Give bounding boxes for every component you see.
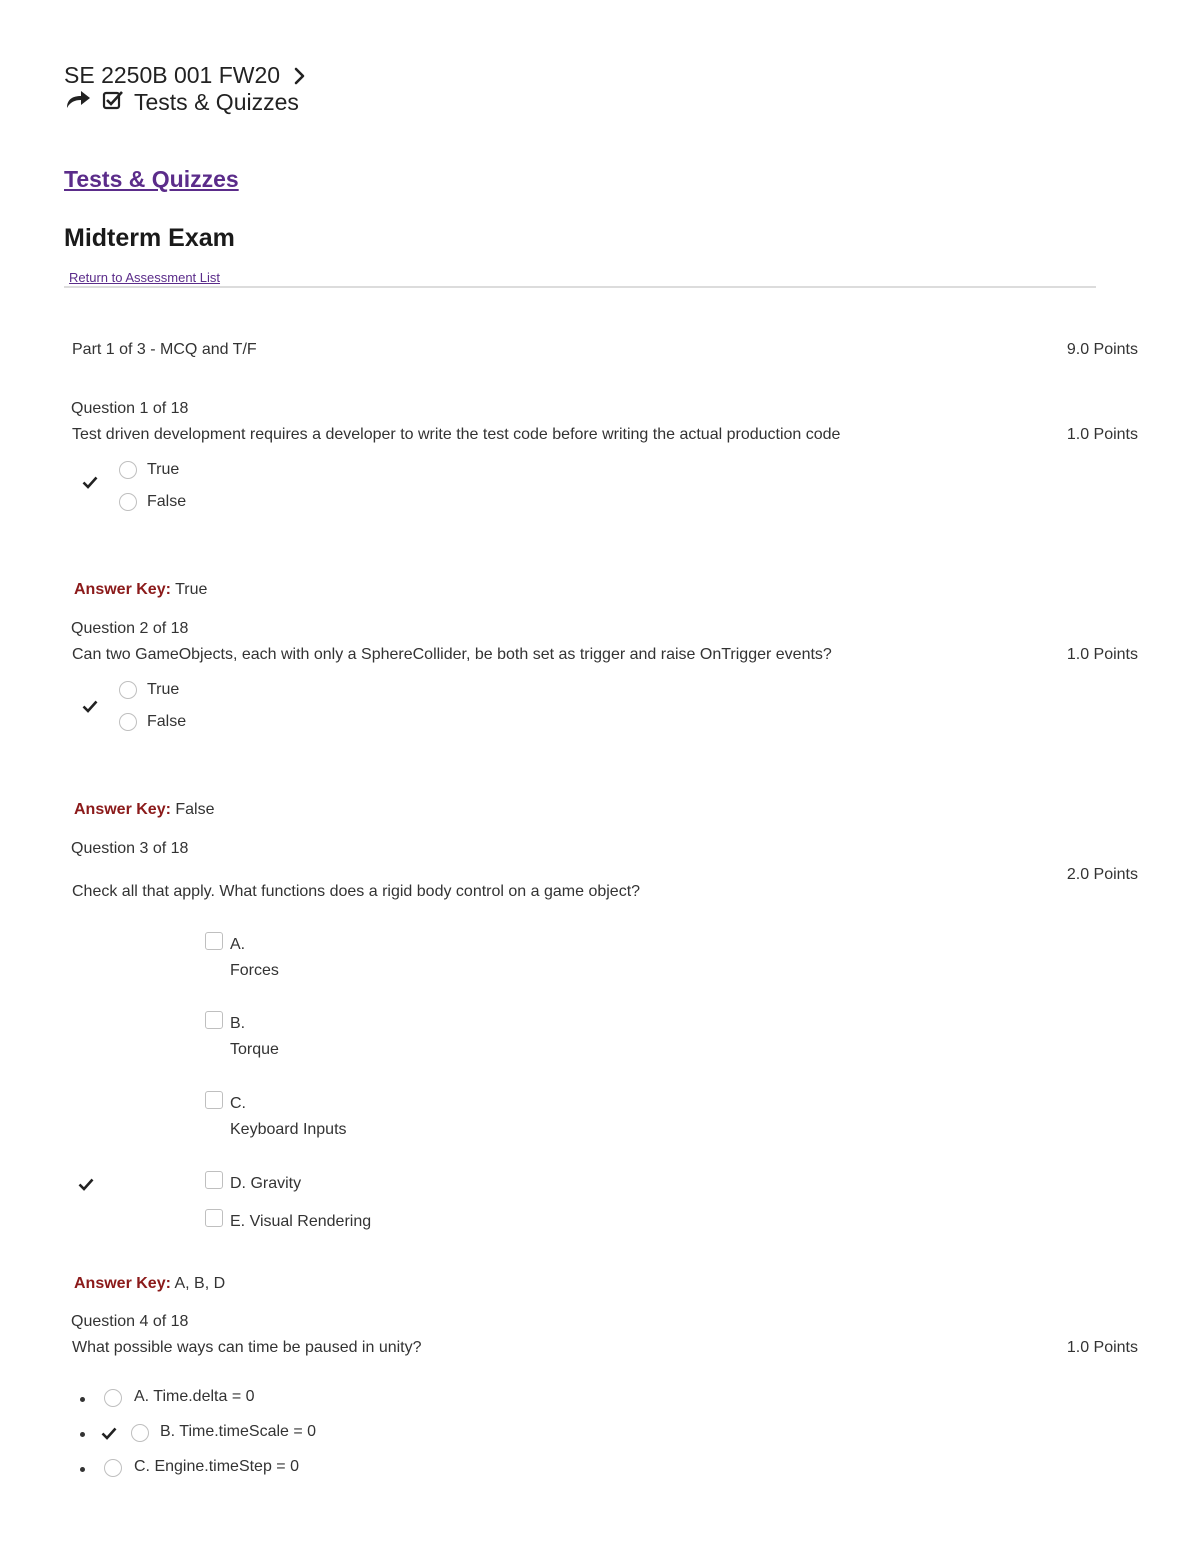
tool-title[interactable]: Tests & Quizzes	[134, 88, 299, 115]
share-arrow-icon	[64, 88, 92, 116]
q4-option-a-label: A. Time.delta = 0	[134, 1388, 255, 1405]
q2-text: Can two GameObjects, each with only a SphereCollider, be both set as trigger and raise OnTrigger events?	[72, 646, 832, 663]
q3-option-e-label: E. Visual Rendering	[230, 1213, 372, 1230]
answer-key-value: True	[175, 581, 208, 598]
q3-option-b-letter: B.	[230, 1015, 246, 1032]
checkmark-icon	[101, 1427, 117, 1440]
return-to-assessment-list-link[interactable]: Return to Assessment List	[69, 270, 221, 285]
answer-key-label: Answer Key:	[74, 1275, 171, 1292]
answer-key-value: A, B, D	[174, 1275, 226, 1292]
answer-key-label: Answer Key:	[74, 581, 171, 598]
breadcrumb-site	[64, 62, 306, 89]
part-title: Part 1 of 3 - MCQ and T/F	[72, 341, 257, 358]
q1-answer-key	[74, 581, 207, 599]
q2-answer-key	[74, 801, 215, 819]
q1-header: Question 1 of 18	[71, 400, 189, 417]
q2-option-false-label: False	[147, 713, 187, 730]
q3-option-a-letter: A.	[230, 936, 246, 953]
q2-header: Question 2 of 18	[71, 620, 189, 637]
answer-key-label: Answer Key:	[74, 801, 171, 818]
checkmark-icon	[78, 1178, 94, 1191]
q2-option-true-radio[interactable]	[119, 681, 137, 699]
q4-points: 1.0 Points	[1066, 1339, 1138, 1356]
q2-option-true-label: True	[147, 681, 180, 698]
q2-points: 1.0 Points	[1066, 646, 1138, 663]
q1-option-false-radio[interactable]	[119, 493, 137, 511]
q4-text: What possible ways can time be paused in unity?	[72, 1339, 422, 1356]
q4-header: Question 4 of 18	[71, 1313, 189, 1330]
q1-text: Test driven development requires a developer to write the test code before writing the actual production code	[72, 426, 841, 443]
q3-answer-key	[74, 1275, 225, 1293]
q3-option-c-text: Keyboard Inputs	[230, 1121, 347, 1138]
tests-quizzes-link[interactable]: Tests & Quizzes	[64, 166, 239, 192]
q1-option-false-label: False	[147, 493, 187, 510]
q4-option-a-radio[interactable]	[104, 1389, 122, 1407]
q3-header: Question 3 of 18	[71, 840, 189, 857]
q3-option-b-checkbox[interactable]	[205, 1011, 223, 1029]
q3-option-d-label: D. Gravity	[230, 1175, 302, 1192]
breadcrumb-tool	[64, 88, 299, 116]
q4-option-b-radio[interactable]	[131, 1424, 149, 1442]
list-bullet	[80, 1397, 85, 1402]
exam-title: Midterm Exam	[64, 224, 235, 252]
q1-option-true-label: True	[147, 461, 180, 478]
checkmark-icon	[82, 476, 98, 489]
q3-points: 2.0 Points	[1066, 866, 1138, 883]
q4-option-c-label: C. Engine.timeStep = 0	[134, 1458, 299, 1475]
answer-key-value: False	[175, 801, 215, 818]
q3-option-c-checkbox[interactable]	[205, 1091, 223, 1109]
q4-option-c-radio[interactable]	[104, 1459, 122, 1477]
checkmark-icon	[82, 700, 98, 713]
q3-option-a-text: Forces	[230, 962, 279, 979]
list-bullet	[80, 1432, 85, 1437]
q1-option-true-radio[interactable]	[119, 461, 137, 479]
list-bullet	[80, 1467, 85, 1472]
q2-option-false-radio[interactable]	[119, 713, 137, 731]
q3-option-b-text: Torque	[230, 1041, 279, 1058]
q1-points: 1.0 Points	[1066, 426, 1138, 443]
site-title[interactable]: SE 2250B 001 FW20	[64, 62, 281, 88]
q3-option-e-checkbox[interactable]	[205, 1209, 223, 1227]
q3-option-c-letter: C.	[230, 1095, 246, 1112]
q4-option-b-label: B. Time.timeScale = 0	[160, 1423, 317, 1440]
q3-option-d-checkbox[interactable]	[205, 1171, 223, 1189]
divider	[64, 286, 1096, 288]
check-square-icon	[102, 89, 124, 116]
q3-option-a-checkbox[interactable]	[205, 932, 223, 950]
q3-text: Check all that apply. What functions does a rigid body control on a game object?	[72, 883, 641, 900]
part-points: 9.0 Points	[1066, 341, 1138, 358]
chevron-right-icon[interactable]	[294, 67, 306, 85]
